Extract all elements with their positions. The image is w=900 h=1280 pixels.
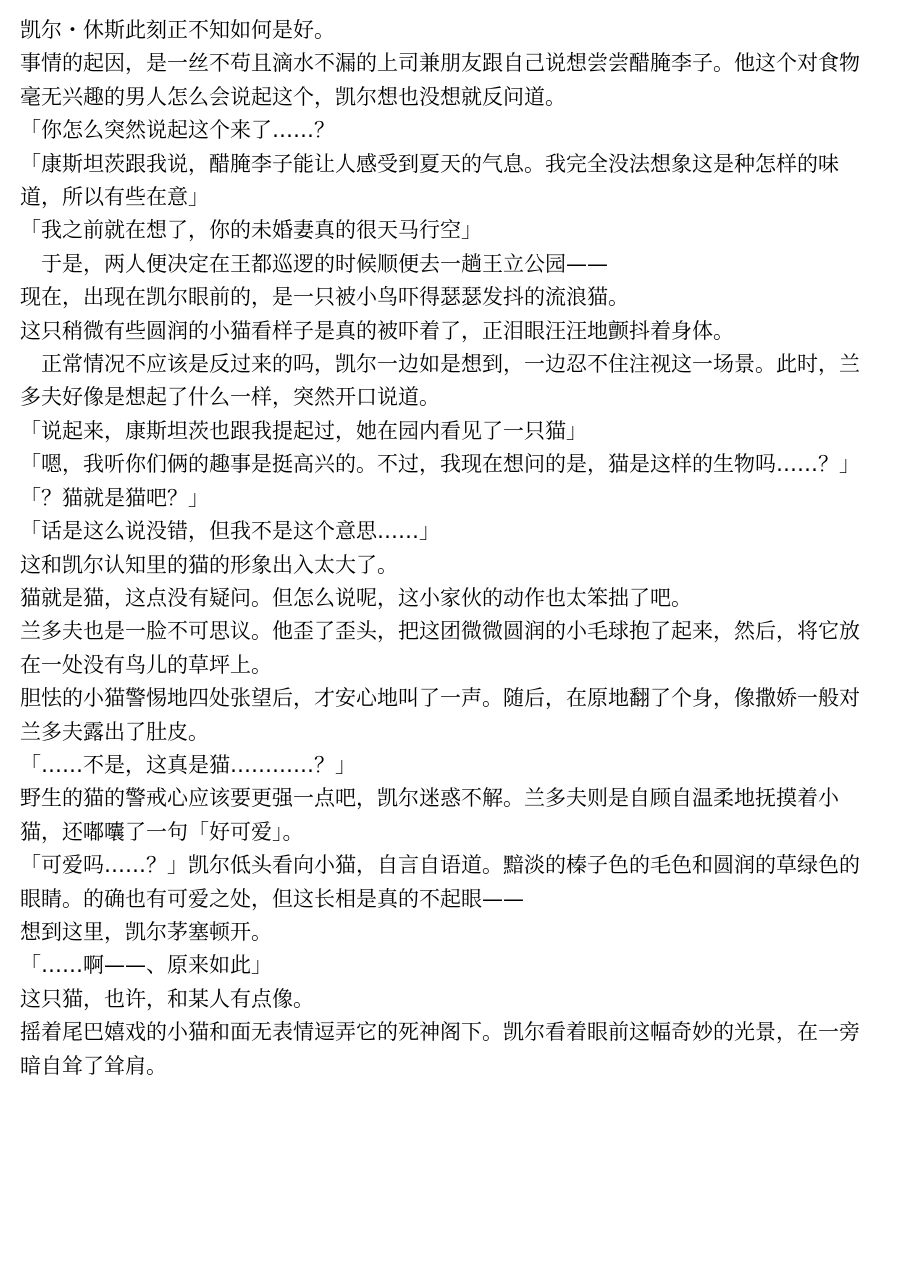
document-body xyxy=(20,14,876,1083)
paragraph-2: 事情的起因，是一丝不苟且滴水不漏的上司兼朋友跟自己说想尝尝醋腌李子。他这个对食物毫无兴趣的男人怎么会说起这个，凯尔想也没想就反问道。 xyxy=(20,51,860,109)
paragraph-12: 「？猫就是猫吧？」 xyxy=(20,485,209,510)
paragraph-7: 现在，出现在凯尔眼前的，是一只被小鸟吓得瑟瑟发抖的流浪猫。 xyxy=(20,285,629,310)
paragraph-3: 「你怎么突然说起这个来了……？ xyxy=(20,118,335,143)
paragraph-8: 这只稍微有些圆润的小猫看样子是真的被吓着了，正泪眼汪汪地颤抖着身体。 xyxy=(20,318,734,343)
paragraph-6: 于是，两人便决定在王都巡逻的时候顺便去一趟王立公园—— xyxy=(20,251,608,276)
paragraph-16: 兰多夫也是一脸不可思议。他歪了歪头，把这团微微圆润的小毛球抱了起来，然后，将它放在一处没有鸟儿的草坪上。 xyxy=(20,619,860,677)
paragraph-19: 野生的猫的警戒心应该要更强一点吧，凯尔迷惑不解。兰多夫则是自顾自温柔地抚摸着小猫，还嘟囔了一句「好可爱」。 xyxy=(20,786,839,844)
paragraph-22: 「……啊——、原来如此」 xyxy=(20,953,272,978)
paragraph-13: 「话是这么说没错，但我不是这个意思……」 xyxy=(20,519,440,544)
paragraph-10: 「说起来，康斯坦茨也跟我提起过，她在园内看见了一只猫」 xyxy=(20,418,587,443)
paragraph-15: 猫就是猫，这点没有疑问。但怎么说呢，这小家伙的动作也太笨拙了吧。 xyxy=(20,585,692,610)
paragraph-14: 这和凯尔认知里的猫的形象出入太大了。 xyxy=(20,552,398,577)
paragraph-1: 凯尔・休斯此刻正不知如何是好。 xyxy=(20,18,335,42)
paragraph-4: 「康斯坦茨跟我说，醋腌李子能让人感受到夏天的气息。我完全没法想象这是种怎样的味道，所以有些在意」 xyxy=(20,151,839,210)
paragraph-23: 这只猫，也许，和某人有点像。 xyxy=(20,986,314,1011)
paragraph-20: 「可爱吗……？」凯尔低头看向小猫，自言自语道。黯淡的榛子色的毛色和圆润的草绿色的眼睛。的确也有可爱之处，但这长相是真的不起眼—— xyxy=(20,853,860,911)
paragraph-9: 正常情况不应该是反过来的吗，凯尔一边如是想到，一边忍不住注视这一场景。此时，兰多夫好像是想起了什么一样，突然开口说道。 xyxy=(20,352,860,410)
paragraph-21: 想到这里，凯尔茅塞顿开。 xyxy=(20,919,272,944)
paragraph-17: 胆怯的小猫警惕地四处张望后，才安心地叫了一声。随后，在原地翻了个身，像撒娇一般对兰多夫露出了肚皮。 xyxy=(20,686,860,744)
paragraph-18: 「……不是，这真是猫…………？」 xyxy=(20,752,356,777)
paragraph-24: 摇着尾巴嬉戏的小猫和面无表情逗弄它的死神阁下。凯尔看着眼前这幅奇妙的光景，在一旁暗自耸了耸肩。 xyxy=(20,1020,860,1078)
paragraph-5: 「我之前就在想了，你的未婚妻真的很天马行空」 xyxy=(20,218,482,243)
paragraph-11: 「嗯，我听你们俩的趣事是挺高兴的。不过，我现在想问的是，猫是这样的生物吗……？」 xyxy=(20,452,860,477)
